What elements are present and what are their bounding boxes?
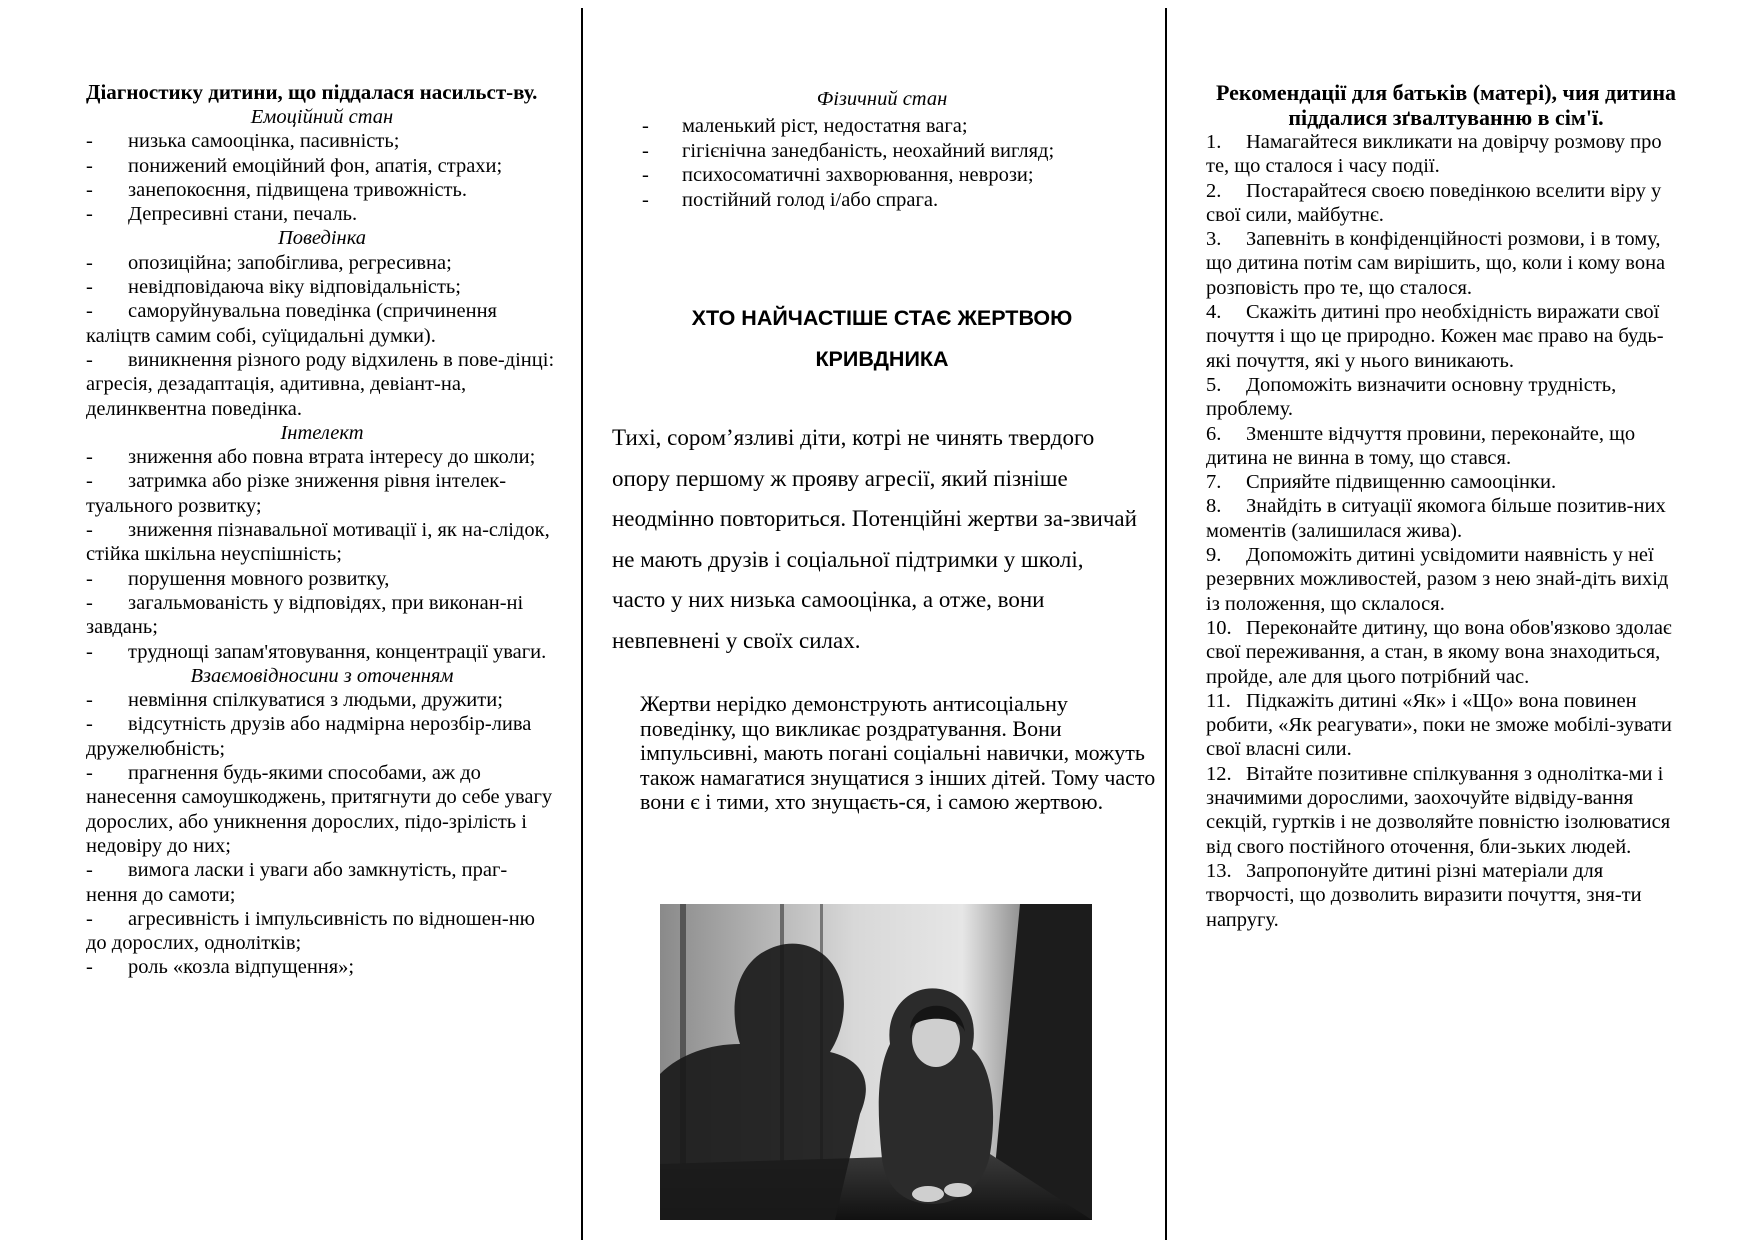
list-item: - труднощі запам'ятовування, концентрації уваги. xyxy=(86,640,547,663)
paragraph-antisocial: Жертви нерідко демонструють антисоціальну поведінку, що викликає роздратування. Вони імпульсивні, мають погані соціальні навички, можуть також намагатися знущатися з інших дітей. Тому часто вони є і тими, хто знущаєть-ся, і самою жертвою. xyxy=(640,691,1156,814)
list-item: 13. Запропонуйте дитині різні матеріали для творчості, що дозволить виразити почуття, зня-ти напругу. xyxy=(1206,859,1642,931)
subtitle-behavior: Поведінка xyxy=(277,227,367,250)
list-item: 1. Намагайтеся викликати на довірчу розмову про те, що сталося і часу події. xyxy=(1206,131,1662,178)
section-heading xyxy=(612,298,1152,380)
list-item: - гігієнічна занедбаність, неохайний вигляд; xyxy=(642,139,1055,162)
list-item: - понижений емоційний фон, апатія, страхи; xyxy=(86,154,503,177)
list-item: 8. Знайдіть в ситуації якомога більше позитив-них моментів (залишилася жива). xyxy=(1206,495,1666,542)
column-divider-right xyxy=(1165,8,1167,1240)
subtitle-intellect: Інтелект xyxy=(280,421,364,444)
list-item: - затримка або різке зниження рівня інтелек-туального розвитку; xyxy=(86,470,507,517)
list-item: - зниження пізнавальної мотивації і, як на-слідок, стійка шкільна неуспішність; xyxy=(86,519,550,566)
list-item: - вимога ласки і уваги або замкнутість, праг-нення до самоти; xyxy=(86,859,508,906)
recommendations-list xyxy=(1206,130,1686,932)
list-item: - занепокоєння, підвищена тривожність. xyxy=(86,178,467,201)
list-item: - Депресивні стани, печаль. xyxy=(86,203,358,226)
list-item: - маленький ріст, недостатня вага; xyxy=(642,115,968,137)
paragraph-victims: Тихі, сором’язливі діти, котрі не чинять твердого опору першому ж прояву агресії, який пізніше неодмінно повториться. Потенційні жертви за-звичай не мають друзів і соціальної підтримки у школі, часто у них низька самооцінка, а отже, вони невпевнені у своїх силах. xyxy=(612,425,1137,653)
list-item: - невідповідаюча віку відповідальність; xyxy=(86,276,461,299)
column-divider-left xyxy=(581,8,583,1240)
list-item: - роль «козла відпущення»; xyxy=(86,956,355,979)
list-item: - відсутність друзів або надмірна нерозбір-лива дружелюбність; xyxy=(86,713,532,760)
list-item: - виникнення різного роду відхилень в пове-дінці: агресія, дезадаптація, адитивна, девіант-на, делинквентна поведінка. xyxy=(86,348,555,420)
list-item: - низька самооцінка, пасивність; xyxy=(86,130,400,153)
list-item: - опозиційна; запобіглива, регресивна; xyxy=(86,251,452,274)
list-item: - прагнення будь-якими способами, аж до нанесення самоушкоджень, притягнути до себе увагу дорослих, або уникнення дорослих, підо-зрілість і недовіру до них; xyxy=(86,762,553,857)
list-item: 12. Вітайте позитивне спілкування з однолітка-ми і значимими дорослими, заохочуйте відвіду-вання секцій, гуртків і не дозволяйте повністю ізолюватися від свого постійного оточення, бли-зьких людей. xyxy=(1206,762,1671,858)
subtitle-relations: Взаємовідносини з оточенням xyxy=(190,664,454,687)
list-item: 4. Скажіть дитині про необхідність виражати свої почуття і що це природно. Кожен має право на будь-які почуття, які у нього виникають. xyxy=(1206,301,1664,372)
list-item: 9. Допоможіть дитині усвідомити наявність у неї резервних можливостей, разом з нею знай-діть вихід із положення, що склалося. xyxy=(1206,544,1669,615)
list-item: - психосоматичні захворювання, неврози; xyxy=(642,164,1034,186)
right-column xyxy=(1206,80,1686,932)
list-item: - зниження або повна втрата інтересу до школи; xyxy=(86,446,536,469)
list-item: - порушення мовного розвитку, xyxy=(86,567,390,590)
left-title: Діагностику дитини, що піддалася насильст-ву. xyxy=(86,80,538,104)
left-column xyxy=(86,80,558,980)
list-item: - постійний голод і/або спрага. xyxy=(642,188,939,211)
list-item: - загальмованість у відповідях, при виконан-ні завдань; xyxy=(86,591,524,639)
list-item: 11. Підкажіть дитині «Як» і «Що» вона повинен робити, «Як реагувати», поки не зможе мобілі-зувати свої власні сили. xyxy=(1206,689,1672,761)
list-item: 2. Постарайтеся своєю поведінкою вселити віру у свої сили, майбутнє. xyxy=(1206,179,1662,226)
right-title: Рекомендації для батьків (матері), чия дитина піддалися зґвалтуванню в сім'ї. xyxy=(1215,80,1677,130)
heading-line: ХТО НАЙЧАСТІШЕ СТАЄ ЖЕРТВОЮ xyxy=(691,306,1073,330)
list-item: - саморуйнувальна поведінка (спричинення каліцтв самим собі, суїцидальні думки). xyxy=(86,300,497,347)
list-item: 10. Переконайте дитину, що вона обов'язково здолає свої переживання, а стан, в якому вона знаходиться, пройде, але для цього потрібний час. xyxy=(1206,616,1672,688)
list-item: 5. Допоможіть визначити основну трудність, проблему. xyxy=(1206,373,1617,421)
subtitle-emotional: Емоційний стан xyxy=(250,106,394,128)
physical-list xyxy=(612,114,1152,212)
list-item: 6. Зменште відчуття провини, переконайте, що дитина не винна в тому, що стався. xyxy=(1206,422,1636,469)
list-item: 7. Сприяйте підвищенню самооцінки. xyxy=(1206,471,1557,494)
subtitle-physical: Фізичний стан xyxy=(816,88,948,110)
heading-line: КРИВДНИКА xyxy=(815,347,949,371)
list-item: 3. Запевніть в конфіденційності розмови, і в тому, що дитина потім сам вирішить, що, коли і кому вона розповість про те, що сталося. xyxy=(1206,228,1666,299)
photo-child-shadow-icon xyxy=(660,904,1092,1220)
list-item: - агресивність і імпульсивність по відношен-ню до дорослих, однолітків; xyxy=(86,907,535,955)
list-item: - невміння спілкуватися з людьми, дружити; xyxy=(86,689,503,712)
